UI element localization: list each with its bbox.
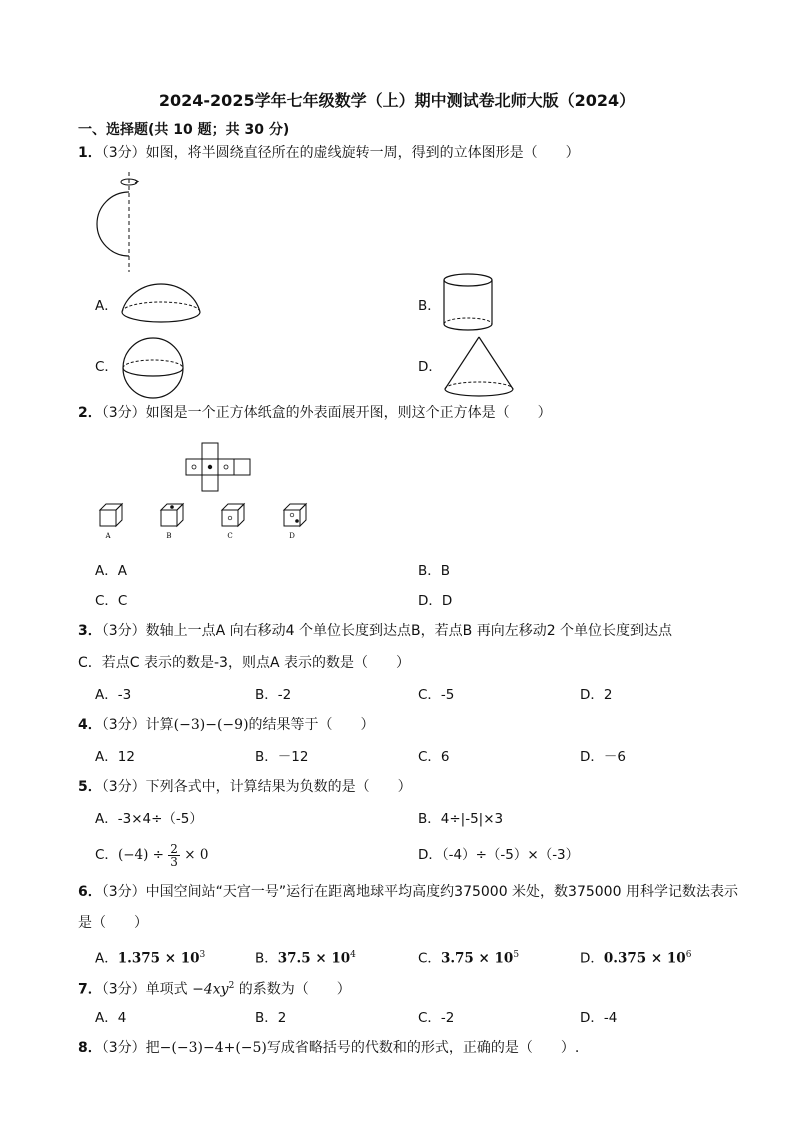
math-exponent: 4	[350, 950, 356, 960]
fraction-numerator: 2	[170, 841, 178, 856]
cube-label-d: D	[289, 532, 295, 540]
q6-option-b[interactable]	[255, 945, 356, 969]
cube-d-icon	[284, 504, 306, 526]
q1-option-c[interactable]: C．	[95, 359, 118, 375]
sphere-icon	[118, 337, 188, 399]
cube-label-b: B	[166, 532, 172, 540]
math-expression: −(−3)−4+(−5)	[159, 1040, 267, 1056]
cube-label-c: C	[227, 532, 233, 540]
q5-option-d[interactable]: D．（-4）÷（-5）×（-3）	[418, 847, 580, 863]
math-base: 3.75 × 10	[440, 950, 514, 967]
q3-option-b[interactable]: B．-2	[255, 687, 292, 703]
math-base: 0.375 × 10	[603, 950, 686, 967]
question-number: 2．	[78, 405, 102, 421]
question-number: 5．	[78, 779, 102, 795]
fraction	[168, 843, 180, 868]
q2-option-a[interactable]: A．A	[95, 563, 127, 579]
question-number: 7．	[78, 981, 102, 998]
question-3-line2: C．若点C 表示的数是-3，则点A 表示的数是（ ）	[78, 655, 410, 671]
option-label: C．	[418, 950, 441, 967]
cylinder-icon	[440, 270, 496, 334]
question-6	[78, 882, 738, 902]
math-expression: −4xy	[192, 981, 229, 998]
q2-option-b[interactable]: B．B	[418, 563, 451, 579]
question-7	[78, 976, 351, 1000]
question-number: 6．	[78, 884, 102, 900]
question-number: 1．	[78, 145, 102, 161]
math-expression-tail: × 0	[184, 847, 209, 863]
cone-icon	[442, 335, 516, 399]
q5-option-c[interactable]	[95, 838, 208, 872]
section-heading: 一、选择题(共 10 题；共 30 分)	[78, 122, 290, 138]
question-text: （3分）下列各式中，计算结果为负数的是（ ）	[101, 779, 412, 795]
question-text-pre: （3分）单项式	[101, 981, 193, 998]
cube-c-icon	[222, 504, 244, 526]
q6-option-c[interactable]	[418, 945, 519, 969]
question-6-line2: 是（ ）	[78, 915, 148, 931]
math-exponent: 5	[513, 950, 520, 960]
question-8	[78, 1038, 579, 1058]
question-text-pre: （3分）把	[101, 1040, 160, 1056]
q2-option-d[interactable]: D．D	[418, 593, 453, 609]
q3-option-a[interactable]: A．-3	[95, 687, 132, 703]
question-text-post: 写成省略括号的代数和的形式，正确的是（ ）.	[266, 1040, 580, 1056]
question-number: 4．	[78, 717, 102, 733]
q7-option-c[interactable]: C．-2	[418, 1010, 455, 1026]
q6-option-a[interactable]	[95, 945, 205, 969]
q6-option-d[interactable]	[580, 945, 691, 969]
question-text-post: 的系数为（ ）	[234, 981, 351, 998]
q4-option-d[interactable]: D．－6	[580, 749, 626, 765]
question-3	[78, 621, 672, 641]
question-text: （3分）如图，将半圆绕直径所在的虚线旋转一周，得到的立体图形是（ ）	[101, 145, 580, 161]
q2-option-c[interactable]: C．C	[95, 593, 128, 609]
question-text-pre: （3分）计算	[101, 717, 174, 733]
question-1	[78, 143, 580, 163]
q1-option-a[interactable]: A．	[95, 298, 118, 314]
option-label: A．	[95, 950, 118, 967]
q1-option-b[interactable]: B．	[418, 298, 441, 314]
page-title: 2024-2025学年七年级数学（上）期中测试卷北师大版（2024）	[158, 91, 636, 110]
question-4	[78, 715, 375, 735]
cube-choices-figure	[96, 500, 316, 542]
math-exponent: 6	[685, 950, 692, 960]
q4-option-a[interactable]: A．12	[95, 749, 135, 765]
q7-option-d[interactable]: D．-4	[580, 1010, 618, 1026]
math-base: 1.375 × 10	[117, 950, 200, 967]
question-2	[78, 403, 552, 423]
q7-option-a[interactable]: A．4	[95, 1010, 127, 1026]
question-5	[78, 777, 412, 797]
math-expression: (−4) ÷	[117, 847, 164, 863]
cube-b-icon	[161, 504, 183, 526]
option-label: B．	[255, 950, 278, 967]
semicircle-rotation-figure	[88, 170, 158, 274]
q4-option-b[interactable]: B．－12	[255, 749, 309, 765]
cube-net-figure	[185, 442, 251, 494]
q4-option-c[interactable]: C．6	[418, 749, 450, 765]
question-number: 3．	[78, 623, 102, 639]
q7-option-b[interactable]: B．2	[255, 1010, 287, 1026]
math-expression: (−3)−(−9)	[173, 717, 249, 733]
q3-option-c[interactable]: C．-5	[418, 687, 455, 703]
q1-option-d[interactable]: D．	[418, 359, 442, 375]
cube-a-icon	[100, 504, 122, 526]
option-label: C．	[95, 847, 118, 863]
q5-option-a[interactable]: A．-3×4÷（-5）	[95, 811, 203, 827]
q3-option-d[interactable]: D．2	[580, 687, 613, 703]
option-label: D．	[580, 950, 604, 967]
question-text-line1: （3分）数轴上一点A 向右移动4 个单位长度到达点B，若点B 再向左移动2 个单位长度到达点	[101, 623, 673, 639]
math-exponent: 3	[199, 950, 206, 960]
question-text-line1: （3分）中国空间站“天宫一号”运行在距离地球平均高度约375000 米处，数375000 用科学记数法表示	[101, 884, 738, 900]
fraction-denominator: 3	[170, 854, 178, 869]
q5-option-b[interactable]: B．4÷|-5|×3	[418, 811, 504, 827]
math-base: 37.5 × 10	[277, 950, 351, 967]
question-text: （3分）如图是一个正方体纸盒的外表面展开图，则这个正方体是（ ）	[101, 405, 552, 421]
question-text-post: 的结果等于（ ）	[248, 717, 375, 733]
math-exponent: 2	[228, 981, 235, 991]
cube-label-a: A	[105, 532, 111, 540]
question-number: 8．	[78, 1040, 102, 1056]
hemisphere-icon	[118, 270, 204, 330]
